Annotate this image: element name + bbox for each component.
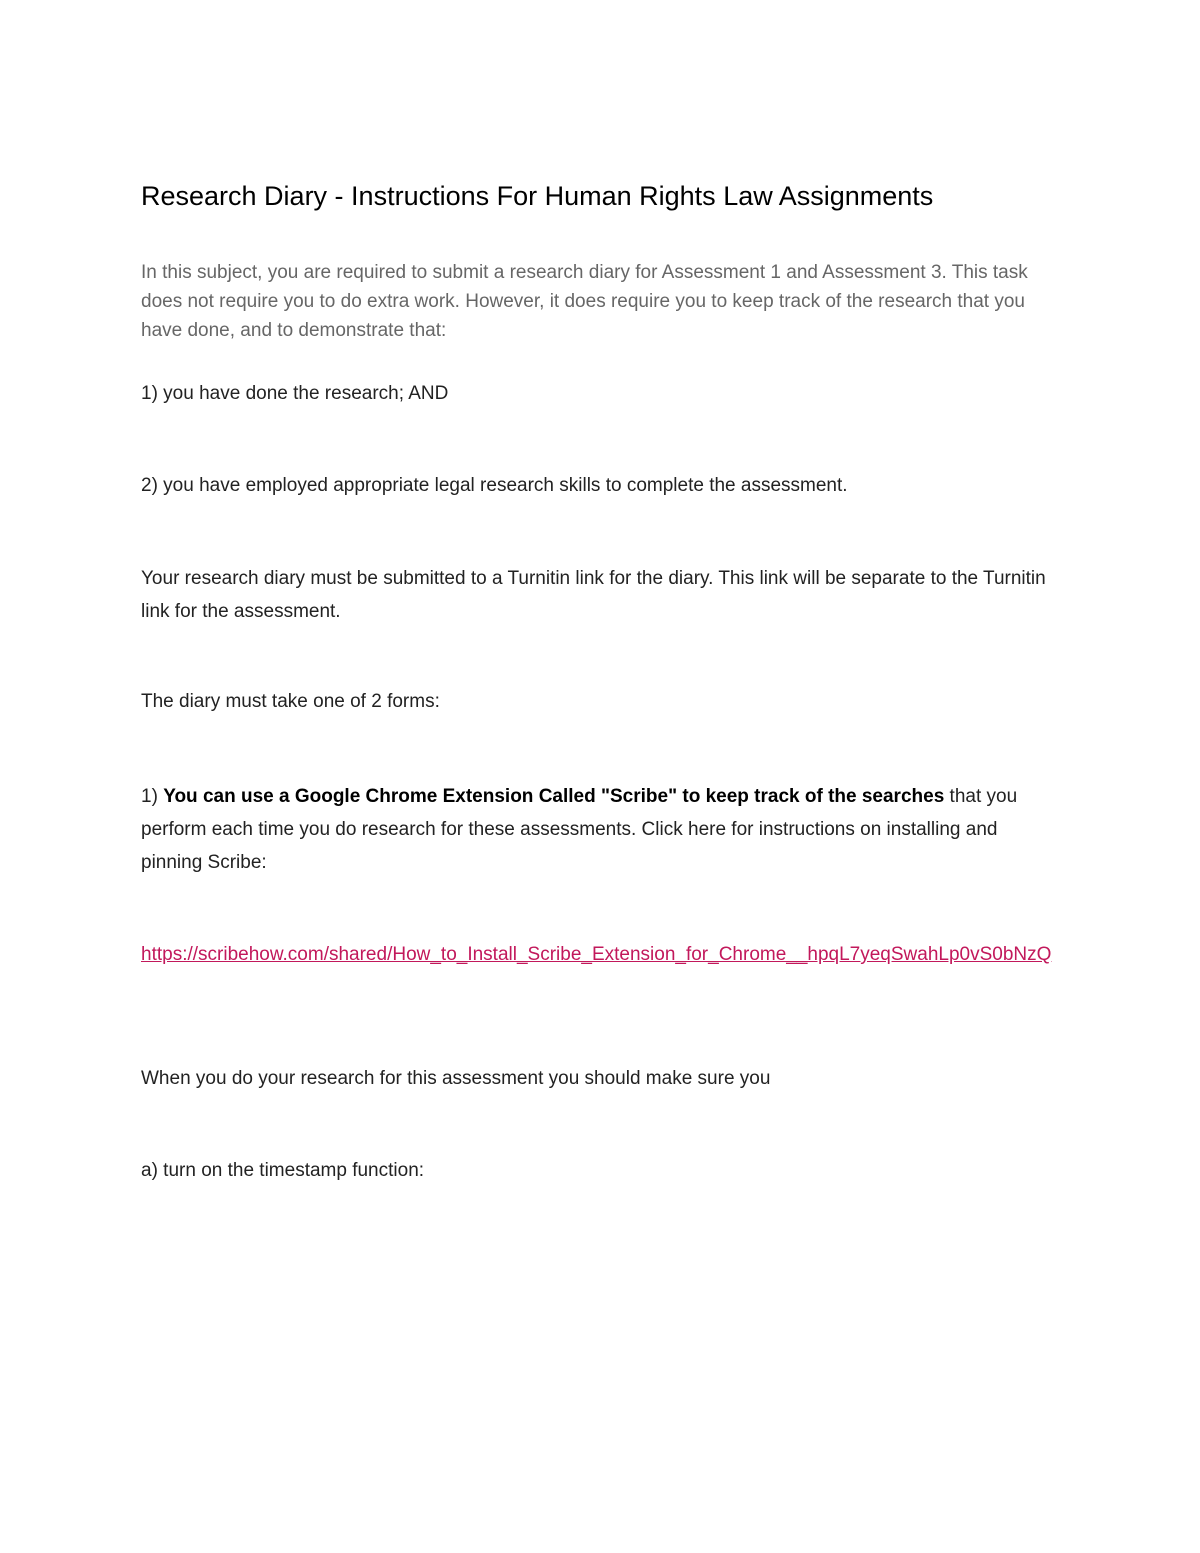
scribe-link-paragraph (141, 938, 1061, 971)
document-title: Research Diary - Instructions For Human Rights Law Assignments (141, 181, 934, 211)
option-1-bold-text: You can use a Google Chrome Extension Called "Scribe" to keep track of the searches (163, 786, 945, 807)
requirement-1: 1) you have done the research; AND (141, 383, 449, 404)
requirement-2: 2) you have employed appropriate legal research skills to complete the assessment. (141, 475, 848, 496)
forms-intro: The diary must take one of 2 forms: (141, 691, 440, 712)
research-instruction: When you do your research for this assessment you should make sure you (141, 1068, 771, 1089)
intro-paragraph: In this subject, you are required to submit a research diary for Assessment 1 and Assessment 3. This task does not require you to do extra work. However, it does require you to keep track of the research that you have done, and to demonstrate that: (141, 262, 1028, 341)
turnitin-note: Your research diary must be submitted to a Turnitin link for the diary. This link will be separate to the Turnitin link for the assessment. (141, 568, 1046, 622)
option-1-paragraph (141, 780, 1061, 879)
option-1-number: 1) (141, 786, 164, 807)
scribe-install-link[interactable]: https://scribehow.com/shared/How_to_Install_Scribe_Extension_for_Chrome__hpqL7yeqSwahLp0vS0bNzQ (141, 944, 1052, 965)
step-a-timestamp: a) turn on the timestamp function: (141, 1160, 425, 1181)
option-1-rest-text: that you perform each time you do research for these assessments. Click here for instructions on installing and pinning Scribe: (141, 786, 1018, 873)
